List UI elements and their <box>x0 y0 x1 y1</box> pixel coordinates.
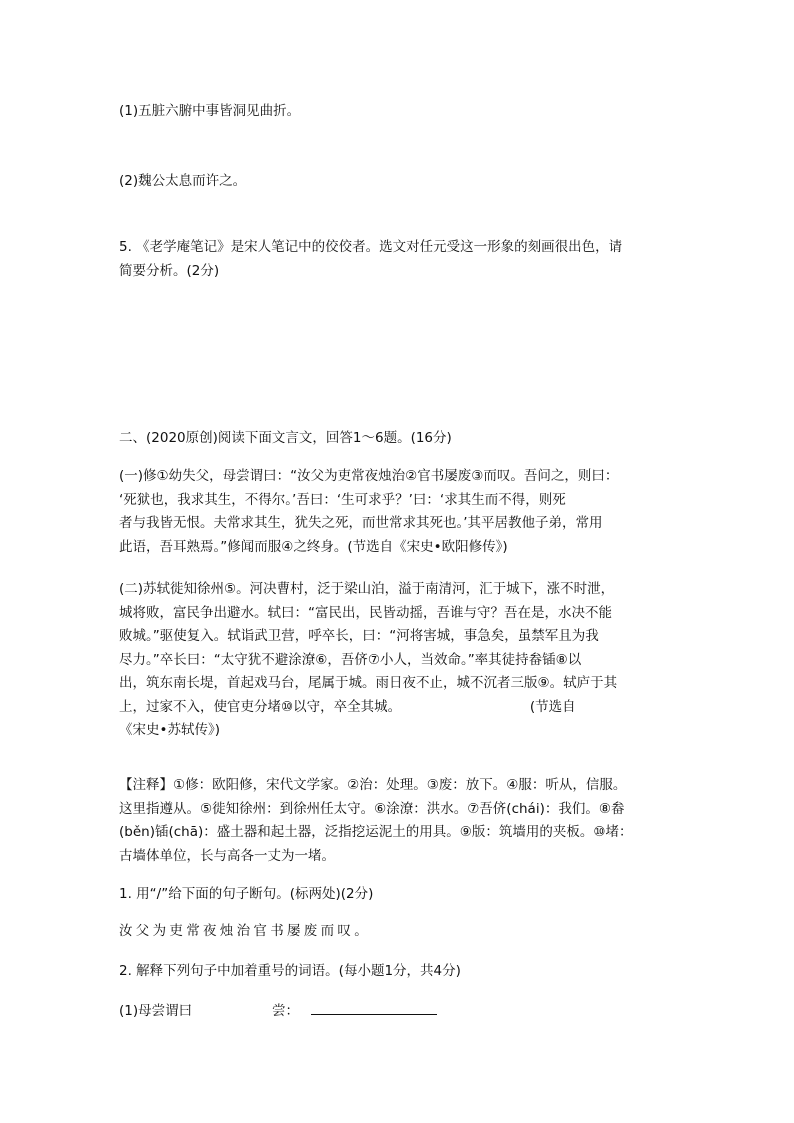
passage-1 <box>119 465 679 559</box>
passage-2-line: 《宋史•苏轼传》) <box>119 722 220 738</box>
passage-1-line: 者与我皆无恨。夫常求其生，犹失之死，而世常求其死也。’其平居教他子弟，常用 <box>119 515 603 531</box>
passage-2-line: (二)苏轼徙知徐州⑤。河决曹村，泛于梁山泊，溢于南清河，汇于城下，涨不时泄， <box>119 581 615 597</box>
question-4-item-1: (1)五脏六腑中事皆洞见曲折。 <box>119 103 301 119</box>
annotation-line: 古墙体单位，长与高各一丈为一堵。 <box>119 847 335 864</box>
annotation-line: 【注释】①修：欧阳修，宋代文学家。②治：处理。③废：放下。④服：听从，信服。 <box>119 777 627 793</box>
answer-blank[interactable] <box>311 1014 437 1015</box>
question-4-item-2: (2)魏公太息而许之。 <box>119 173 247 189</box>
question-5 <box>119 236 679 283</box>
passage-1-line: ‘死狱也，我求其生，不得尔。’吾曰：‘生可求乎？’曰：‘求其生而不得，则死 <box>119 491 566 508</box>
question-1-sentence: 汝父为吏常夜烛治官书屡废而叹。 <box>119 923 371 939</box>
question-2-item-1-label: 尝： <box>272 1003 299 1019</box>
question-5-line: 5. 《老学庵笔记》是宋人笔记中的佼佼者。选文对任元受这一形象的刻画很出色，请 <box>119 239 623 255</box>
passage-2-line: 城将败，富民争出避水。轼曰：“富民出，民皆动摇，吾谁与守？吾在是，水决不能 <box>119 604 612 621</box>
passage-1-line: (一)修①幼失父，母尝谓曰：“汝父为吏常夜烛治②官书屡废③而叹。吾问之，则曰： <box>119 468 619 484</box>
annotations <box>119 774 679 868</box>
passage-2 <box>119 578 679 743</box>
annotation-line: 这里指遵从。⑤徙知徐州：到徐州任太守。⑥涂潦：洪水。⑦吾侪(chái)：我们。⑧畚 <box>119 800 625 817</box>
annotation-line: (běn)锸(chā)：盛土器和起土器，泛指挖运泥土的用具。⑨版：筑墙用的夹板。⑩堵： <box>119 824 633 840</box>
question-2: 2. 解释下列句子中加着重号的词语。(每小题1分，共4分) <box>119 963 461 979</box>
question-2-item-1: (1)母尝谓曰 <box>119 1003 193 1019</box>
passage-2-line: 尽力。”卒长曰：“太守犹不避涂潦⑥，吾侪⑦小人，当效命。”率其徒持畚锸⑧以 <box>119 651 582 668</box>
question-1: 1. 用“/”给下面的句子断句。(标两处)(2分) <box>119 886 374 902</box>
passage-2-line: 败城。”驱使复入。轼诣武卫营，呼卒长，曰：“河将害城，事急矣，虽禁军且为我 <box>119 628 599 644</box>
passage-2-line: 上，过家不入，使官吏分堵⑩以守，卒全其城。 (节选自 <box>119 698 576 715</box>
section-2-heading: 二、(2020原创)阅读下面文言文，回答1～6题。(16分) <box>119 430 452 446</box>
question-5-line: 简要分析。(2分) <box>119 262 220 279</box>
passage-1-line: 此语，吾耳熟焉。”修闻而服④之终身。(节选自《宋史•欧阳修传》) <box>119 538 508 555</box>
passage-2-line: 出，筑东南长堤，首起戏马台，尾属于城。雨日夜不止，城不沉者三版⑨。轼庐于其 <box>119 675 618 691</box>
